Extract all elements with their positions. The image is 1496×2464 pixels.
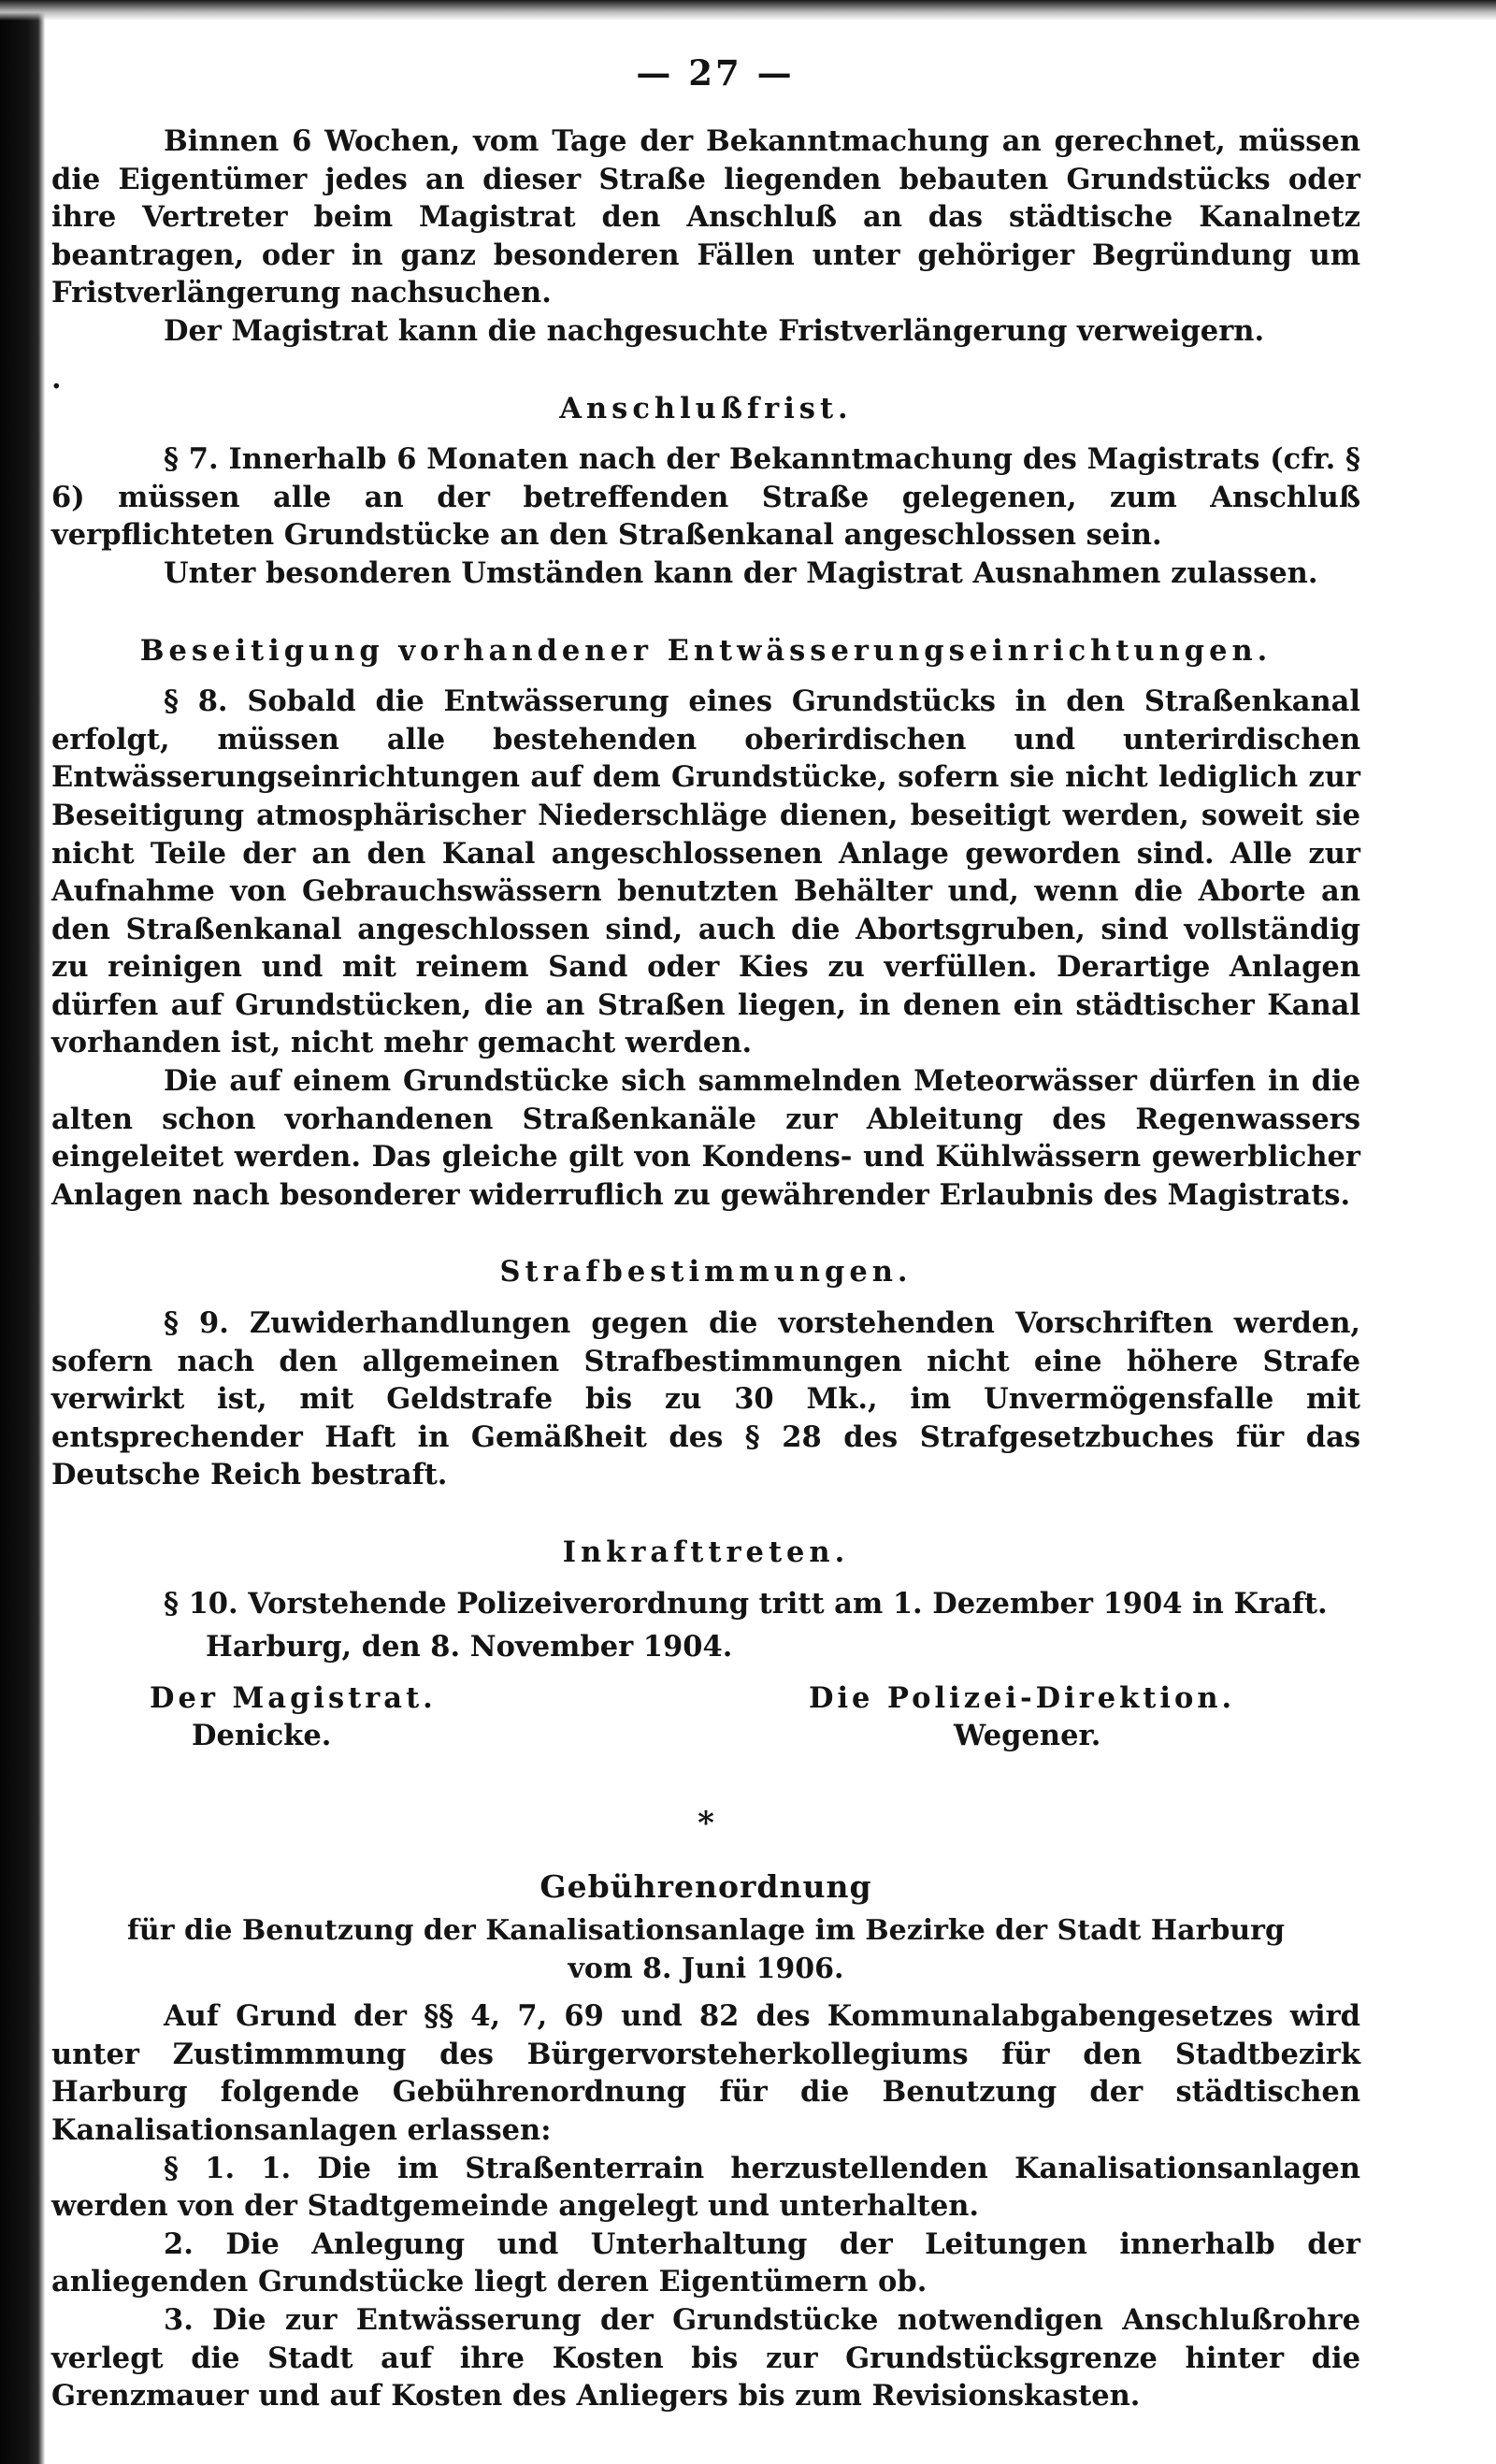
signature-left [150, 1679, 437, 1755]
signature-name-denicke: Denicke. [192, 1719, 332, 1753]
paragraph-s7-exceptions: Unter besonderen Umständen kann der Magistrat Ausnahmen zulassen. [164, 555, 1318, 590]
section-heading-8: Beseitigung vorhandener Entwässerungseinrichtungen. [139, 633, 1273, 668]
paragraph-ordinance-item-1: § 1. 1. Die im Straßenterrain herzustellenden Kanalisationsanlagen werden von der Stadtgemeinde angelegt und unterhalten. [51, 2151, 1360, 2224]
document-page [51, 51, 1360, 2415]
section-heading-7: Anschlußfrist. [559, 391, 853, 425]
heading-wrapper-7 [51, 361, 1360, 428]
signature-right [809, 1679, 1235, 1755]
section-9 [51, 1253, 1360, 1494]
paragraph-application-deadline: Binnen 6 Wochen, vom Tage der Bekanntmachung an gerechnet, müssen die Eigentümer jedes an dieser Straße liegenden bebauten Grundstücks oder ihre Vertreter beim Magistrat den Anschluß an das städtische Kanalnetz beantragen, oder in ganz besonderen Fällen unter gehöriger Begründung um Fristverlängerung nachsuchen. [51, 124, 1360, 310]
paragraph-ordinance-intro: Auf Grund der §§ 4, 7, 69 und 82 des Kommunalabgabengesetzes wird unter Zustimmmung des Bürgervorsteherkollegiums für den Stadtbezirk Harburg folgende Gebührenordnung für die Benutzung der städtischen Kanalisationsanlagen erlassen: [51, 1999, 1360, 2147]
paragraph-ordinance-item-3: 3. Die zur Entwässerung der Grundstücke notwendigen Anschlußrohre verlegt die Stadt auf ihre Kosten bis zur Grundstücksgrenze hinter die Grenzmauer und auf Kosten des Anliegers bis zum Revisionskasten. [51, 2302, 1360, 2414]
ordinance-subtitle: für die Benutzung der Kanalisationsanlage im Bezirke der Stadt Harburg [127, 1913, 1285, 1947]
signature-block [51, 1679, 1360, 1801]
section-7 [51, 361, 1360, 593]
paragraph-extension-refusal: Der Magistrat kann die nachgesuchte Fristverlängerung verweigern. [164, 313, 1265, 348]
stray-mark: . [51, 361, 66, 396]
paragraph-s8-rainwater: Die auf einem Grundstücke sich sammelnden Meteorwässer dürfen in die alten schon vorhandenen Straßenkanäle zur Ableitung des Regenwassers eingeleitet werden. Das gleiche gilt von Kondens- und Kühlwässern gewerblicher Anlagen nach besonderer widerruflich zu gewährender Erlaubnis des Magistrats. [51, 1064, 1360, 1212]
paragraph-ordinance-item-2: 2. Die Anlegung und Unterhaltung der Leitungen innerhalb der anliegenden Grundstücke liegt deren Eigentümern ob. [51, 2226, 1360, 2299]
paragraph-s8-main: § 8. Sobald die Entwässerung eines Grundstücks in den Straßenkanal erfolgt, müssen alle bestehenden oberirdischen und unterirdischen Entwässerungseinrichtungen auf dem Grundstücke, sofern sie nicht lediglich zur Beseitigung atmosphärischer Niederschläge dienen, beseitigt werden, soweit sie nicht Teile der an den Kanal angeschlossenen Anlage geworden sind. Alle zur Aufnahme von Gebrauchswässern benutzten Behälter und, wenn die Aborte an den Straßenkanal angeschlossen sind, auch die Abortsgruben, sind vollständig zu reinigen und mit reinem Sand oder Kies zu verfüllen. Derartige Anlagen dürfen auf Grundstücken, die an Straßen liegen, in denen ein städtischer Kanal vorhanden ist, nicht mehr gemacht werden. [51, 684, 1360, 1060]
scan-edge-left [0, 0, 45, 2464]
section-8 [51, 632, 1360, 1215]
scan-edge-top [0, 0, 1496, 21]
ordinance-title: Gebührenordnung [539, 1868, 872, 1906]
signature-office-polizei: Die Polizei-Direktion. [809, 1680, 1236, 1715]
paragraph-s10-effective: § 10. Vorstehende Polizeiverordnung tritt am 1. Dezember 1904 in Kraft. [164, 1586, 1328, 1621]
section-application [51, 122, 1360, 351]
section-heading-9: Strafbestimmungen. [499, 1255, 913, 1290]
signature-office-magistrat: Der Magistrat. [150, 1680, 437, 1715]
signature-name-wegener: Wegener. [954, 1719, 1101, 1753]
section-fee-ordinance [51, 1868, 1360, 2414]
place-date: Harburg, den 8. November 1904. [206, 1630, 733, 1664]
page-number: — 27 — [636, 52, 795, 94]
paragraph-s9-penalties: § 9. Zuwiderhandlungen gegen die vorstehenden Vorschriften werden, sofern nach den allgemeinen Strafbestimmungen nicht eine höhere Strafe verwirkt ist, mit Geldstrafe bis zu 30 Mk., im Unvermögensfalle mit entsprechender Haft in Gemäßheit des § 28 des Strafgesetzbuches für das Deutsche Reich bestraft. [51, 1306, 1360, 1492]
ordinance-date: vom 8. Juni 1906. [568, 1952, 844, 1985]
asterisk-separator: * [698, 1804, 714, 1842]
section-10 [51, 1534, 1360, 1666]
section-heading-10: Inkrafttreten. [562, 1535, 850, 1569]
paragraph-s7-main: § 7. Innerhalb 6 Monaten nach der Bekanntmachung des Magistrats (cfr. § 6) müssen alle an der betreffenden Straße gelegenen, zum Anschluß verpflichteten Grundstücke an den Straßenkanal angeschlossen sein. [51, 442, 1360, 553]
